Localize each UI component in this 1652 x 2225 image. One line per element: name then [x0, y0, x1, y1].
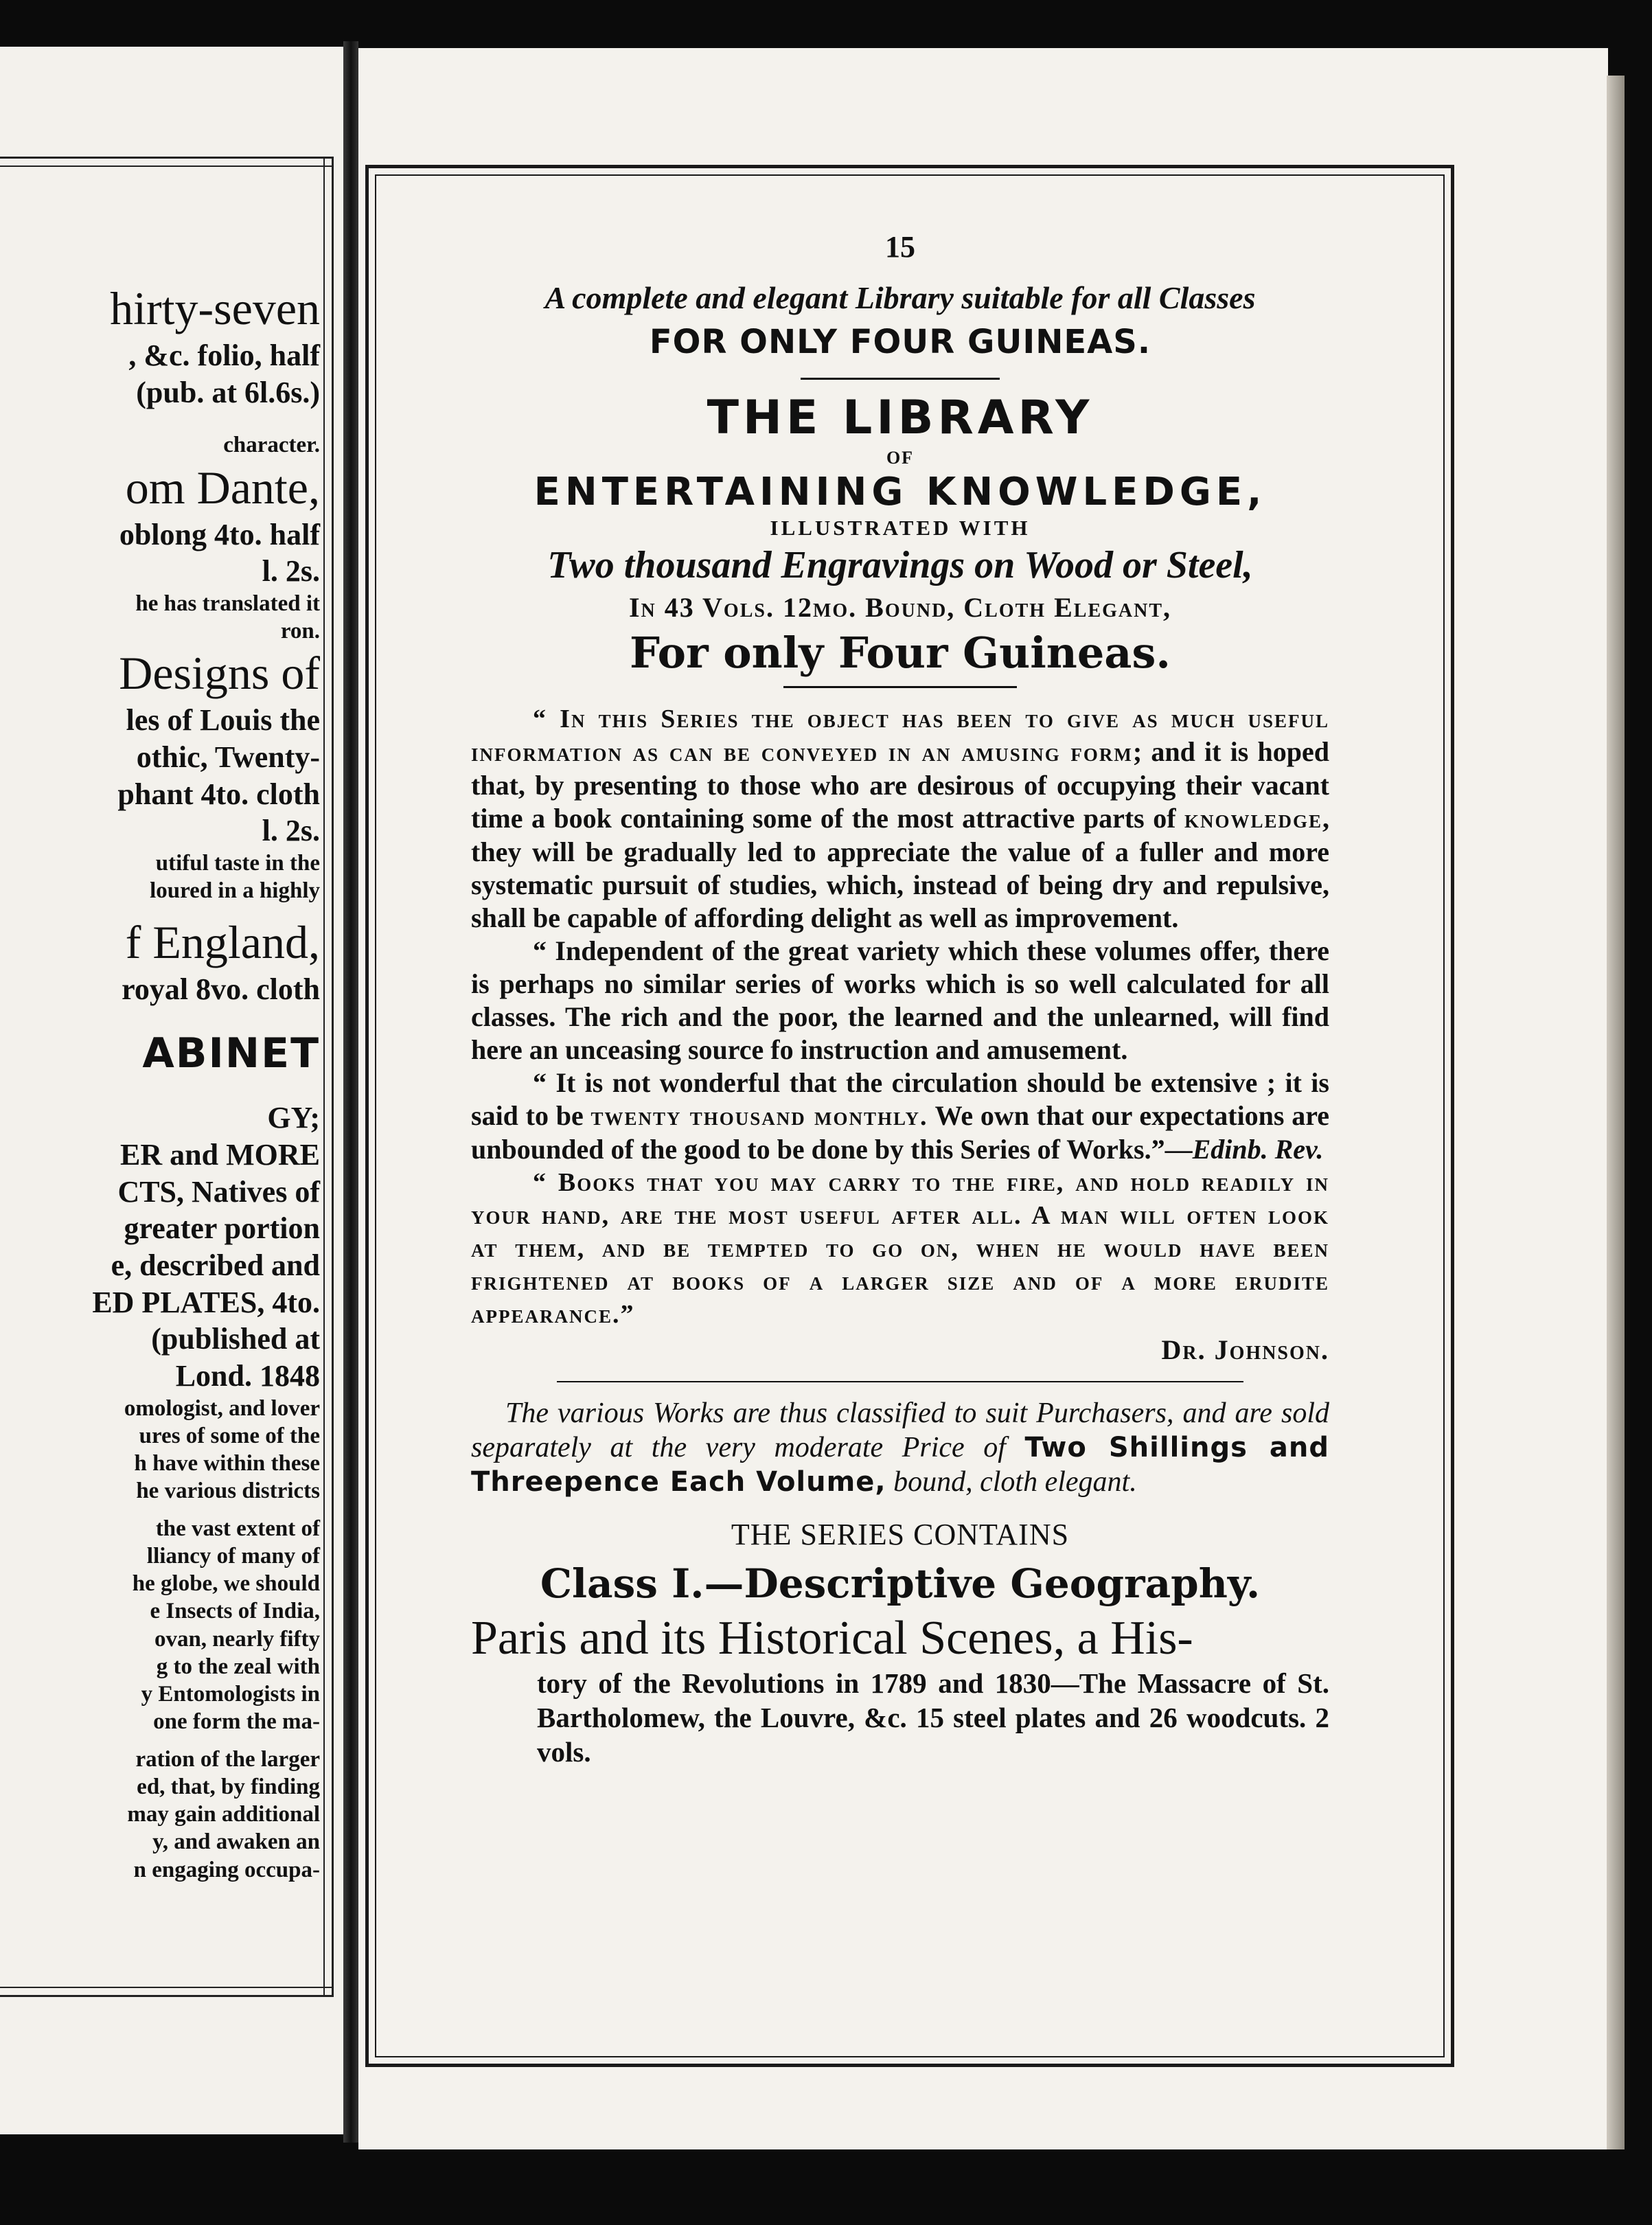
left-page-line: (pub. at 6l.6s.) [136, 375, 320, 409]
left-page-line: e Insects of India, [150, 1599, 320, 1624]
quote-3-caps: twenty thousand monthly. [590, 1102, 928, 1131]
divider-rule-2 [783, 686, 1017, 688]
left-page-line: the vast extent of [155, 1516, 320, 1541]
page-edge [1607, 76, 1625, 2149]
left-page-line: ed, that, by finding [137, 1774, 320, 1799]
quote-1-caps: “ In this Series the object has been to give as much useful information as can be conveyed in an amusing form [471, 705, 1329, 767]
entry-description: tory of the Revolutions in 1789 and 1830—The Massacre of St. Bartholomew, the Louvre, &c. 15 steel plates and 26 woodcuts. 2 vols. [537, 1667, 1329, 1768]
left-page-line: ures of some of the [139, 1423, 320, 1448]
left-page-line: h have within these [134, 1451, 320, 1476]
works-paragraph [471, 1396, 1329, 1499]
works-text-a: The various Works are thus classified to suit Purchasers, and are sold separately at the very moderate Price of [471, 1397, 1329, 1463]
price-headline: FOR ONLY FOUR GUINEAS. [649, 323, 1151, 361]
left-page-line: n engaging occupa- [133, 1857, 320, 1882]
left-page-line: om Dante, [125, 461, 320, 514]
left-page-line: utiful taste in the [155, 850, 320, 876]
left-page-line: CTS, Natives of [117, 1174, 320, 1209]
left-page-line: Lond. 1848 [175, 1359, 320, 1393]
left-page-line: y, and awaken an [152, 1829, 320, 1855]
left-page-line: loured in a highly [150, 878, 320, 904]
left-page-line: ER and MORE [120, 1137, 320, 1172]
series-contains: THE SERIES CONTAINS [731, 1518, 1070, 1551]
quote-3 [471, 1066, 1329, 1166]
only-price-line: For only Four Guineas. [630, 628, 1171, 678]
left-page-line: Designs of [119, 647, 320, 700]
left-page-line: l. 2s. [262, 554, 320, 589]
left-page-line: he various districts [136, 1479, 320, 1504]
advertisement [471, 229, 1329, 1769]
left-page-border-top [0, 157, 334, 167]
left-page-line: hirty-seven [110, 282, 320, 334]
left-page-line: l. 2s. [262, 814, 320, 848]
left-page-line: y Entomologists in [141, 1682, 320, 1707]
left-page [0, 47, 343, 2134]
left-page-line: ration of the larger [135, 1746, 320, 1772]
class-heading: Class I.—Descriptive Geography. [540, 1560, 1261, 1607]
left-page-line: may gain additional [127, 1802, 320, 1827]
left-page-line: ED PLATES, 4to. [92, 1285, 320, 1319]
quote-2: “ Independent of the great variety which these volumes offer, there is perhaps no similar series of works which is so well calculated for all classes. The rich and the poor, the learned and the unlearned, will find here an unceasing source fo instruction and amusement. [471, 935, 1329, 1065]
volumes-line: In 43 Vols. 12mo. Bound, Cloth Elegant, [628, 592, 1172, 623]
divider-rule [801, 378, 1000, 380]
left-page-text [0, 280, 320, 1884]
book-gutter [343, 41, 358, 2143]
left-page-line: lliancy of many of [146, 1543, 320, 1568]
left-page-line: phant 4to. cloth [117, 777, 320, 811]
tagline: A complete and elegant Library suitable for all Classes [544, 280, 1256, 315]
left-page-line: (published at [151, 1322, 320, 1356]
left-page-line: , &c. folio, half [128, 338, 320, 372]
title-entertaining-knowledge: ENTERTAINING KNOWLEDGE, [534, 470, 1267, 514]
works-text-b: bound, cloth elegant. [893, 1466, 1137, 1498]
engravings-line: Two thousand Engravings on Wood or Steel, [547, 544, 1253, 586]
quote-3-text-a: “ It is not wonderful that the circulation should be extensive ; it is said to be [471, 1067, 1329, 1131]
left-page-line: royal 8vo. cloth [122, 972, 320, 1007]
left-page-spacer [0, 904, 320, 914]
quote-1-caps-2: knowledge [1184, 805, 1323, 834]
entry-title: Paris and its Historical Scenes, a His- [471, 1612, 1193, 1665]
left-page-spacer [0, 411, 320, 431]
left-page-line: ovan, nearly fifty [154, 1626, 320, 1652]
left-page-border-right [323, 157, 334, 1997]
title-library: THE LIBRARY [707, 391, 1094, 445]
illustrated-with: ILLUSTRATED WITH [770, 516, 1031, 540]
quote-4-author: Dr. Johnson. [1161, 1334, 1329, 1365]
divider-rule-3 [557, 1381, 1243, 1382]
left-page-line: g to the zeal with [156, 1654, 320, 1679]
left-page-line: he has translated it [135, 591, 320, 616]
left-page-line: GY; [267, 1101, 320, 1135]
quote-3-source: Edinb. Rev. [1192, 1134, 1324, 1165]
quotations [471, 702, 1329, 1366]
left-page-spacer [0, 1008, 320, 1029]
page-number: 15 [885, 230, 915, 264]
left-page-line: greater portion [124, 1211, 320, 1246]
left-page-spacer [0, 1079, 320, 1099]
left-page-line: les of Louis the [126, 703, 320, 738]
quote-1-text-b: , they will be gradually led to appreciate the value of a fuller and more systematic pursuit of studies, which, instead of being dry and repulsive, shall be capable of affording delight as well as improvement. [471, 803, 1330, 933]
left-page-line: omologist, and lover [124, 1395, 320, 1421]
quote-1-text-a: ; and it is hoped that, by presenting to those who are desirous of occupying their vacant time a book containing some of the most attractive parts of [471, 736, 1329, 834]
left-page-line: he globe, we should [132, 1571, 320, 1597]
left-page-line: othic, Twenty- [136, 740, 320, 774]
quote-4: “ Books that you may carry to the fire, and hold readily in your hand, are the most useful after all. A man will often look at them, and be tempted to go on, when he would have been frightened at books of a larger size and of a more erudite appearance.” [471, 1168, 1329, 1329]
left-page-line: ABINET [142, 1029, 320, 1078]
left-page-spacer [0, 1505, 320, 1515]
left-page-line: oblong 4to. half [119, 517, 320, 551]
left-page-line: f England, [125, 916, 320, 969]
left-page-line: character. [223, 433, 320, 458]
works-price: Two Shillings and Threepence Each Volume, [471, 1432, 1330, 1498]
left-page-line: one form the ma- [153, 1709, 320, 1735]
quote-1 [471, 702, 1329, 935]
title-of: OF [886, 448, 915, 468]
left-page-border-bottom [0, 1987, 334, 1997]
left-page-line: ron. [280, 619, 320, 644]
left-page-line: e, described and [111, 1248, 320, 1282]
quote-3-text-b: We own that our expectations are unbounded of the good to be done by this Series of Works.”— [471, 1100, 1330, 1165]
left-page-spacer [0, 1736, 320, 1746]
